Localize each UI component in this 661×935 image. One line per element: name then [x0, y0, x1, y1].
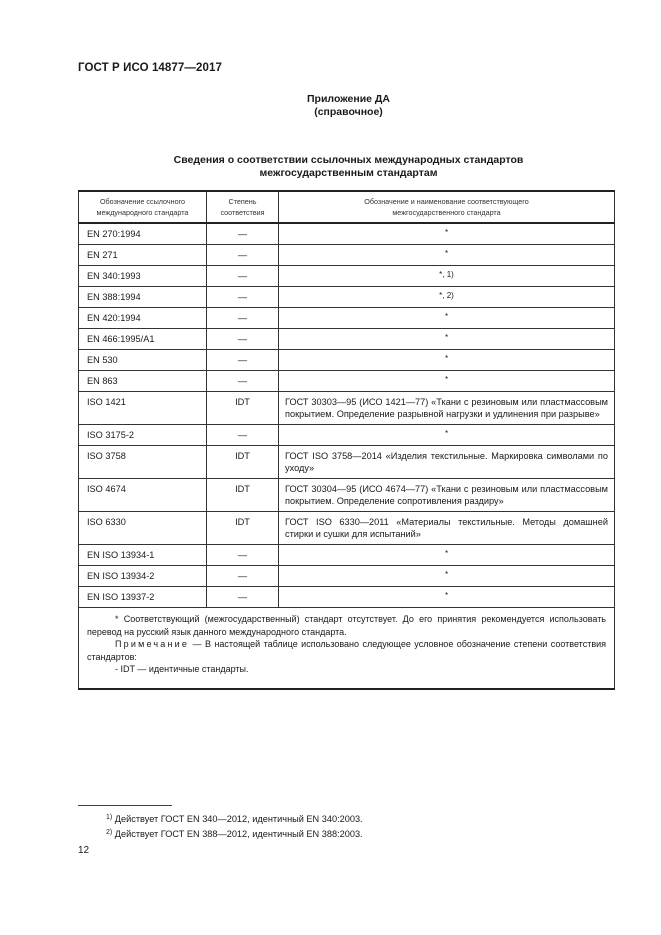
degree-cell: IDT — [207, 392, 279, 425]
standard-cell: ГОСТ 30304—95 (ИСО 4674—77) «Ткани с резиновым или пластмассовым покрытием. Определение сопротивления раздиру» — [279, 479, 615, 512]
standard-cell: * — [279, 329, 615, 350]
table-header-row — [79, 191, 615, 223]
standard-cell: * — [279, 587, 615, 608]
annex-title: Приложение ДА — [307, 93, 390, 105]
reference-cell: EN 420:1994 — [79, 308, 207, 329]
table-row — [79, 329, 615, 350]
degree-cell: IDT — [207, 446, 279, 479]
degree-cell: — — [207, 425, 279, 446]
standard-cell: ГОСТ ISO 3758—2014 «Изделия текстильные. Маркировка символами по уходу» — [279, 446, 615, 479]
degree-cell: — — [207, 566, 279, 587]
reference-cell: EN 270:1994 — [79, 223, 207, 245]
degree-cell: — — [207, 545, 279, 566]
correspondence-table — [78, 190, 615, 690]
table-row — [79, 223, 615, 245]
table-title-line-1: Сведения о соответствии ссылочных международных стандартов — [173, 154, 524, 166]
footnote-divider — [78, 805, 172, 806]
header-degree: Степень соответствия — [207, 191, 279, 223]
reference-cell: ISO 1421 — [79, 392, 207, 425]
degree-cell: — — [207, 287, 279, 308]
degree-cell: — — [207, 266, 279, 287]
degree-cell: IDT — [207, 479, 279, 512]
standard-cell: * — [279, 223, 615, 245]
document-id: ГОСТ Р ИСО 14877—2017 — [78, 62, 223, 74]
degree-cell: — — [207, 587, 279, 608]
reference-cell: EN 863 — [79, 371, 207, 392]
reference-cell: ISO 3758 — [79, 446, 207, 479]
standard-cell: * — [279, 545, 615, 566]
table-row — [79, 245, 615, 266]
table-row — [79, 512, 615, 545]
reference-cell: ISO 3175-2 — [79, 425, 207, 446]
note-item: - IDT — идентичные стандарты. — [115, 664, 249, 675]
table-row — [79, 350, 615, 371]
reference-cell: ISO 4674 — [79, 479, 207, 512]
table-row — [79, 425, 615, 446]
degree-cell: — — [207, 329, 279, 350]
degree-cell: — — [207, 350, 279, 371]
reference-cell: ISO 6330 — [79, 512, 207, 545]
note-text: — В настоящей таблице использовано следующее условное обозначение степени соответствия стандартов: — [87, 639, 606, 662]
table-row — [79, 287, 615, 308]
table-row — [79, 479, 615, 512]
degree-cell: — — [207, 245, 279, 266]
standard-cell: *, 1) — [279, 266, 615, 287]
table-row — [79, 266, 615, 287]
standard-cell: * — [279, 245, 615, 266]
table-row — [79, 392, 615, 425]
table-row — [79, 308, 615, 329]
table-note — [87, 638, 606, 663]
table-notes-row — [79, 608, 615, 689]
degree-cell: — — [207, 223, 279, 245]
reference-cell: EN 530 — [79, 350, 207, 371]
standard-cell: * — [279, 350, 615, 371]
table-title-line-2: межгосударственным стандартам — [259, 167, 438, 179]
header-reference-standard: Обозначение ссылочного международного стандарта — [79, 191, 207, 223]
reference-cell: EN ISO 13934-1 — [79, 545, 207, 566]
reference-cell: EN 271 — [79, 245, 207, 266]
reference-cell: EN 340:1993 — [79, 266, 207, 287]
annex-subtitle: (справочное) — [314, 106, 383, 118]
standard-cell: ГОСТ ISO 6330—2011 «Материалы текстильные. Методы домашней стирки и сушки для испытаний» — [279, 512, 615, 545]
degree-cell: IDT — [207, 512, 279, 545]
standard-cell: * — [279, 566, 615, 587]
reference-cell: EN ISO 13934-2 — [79, 566, 207, 587]
table-row — [79, 446, 615, 479]
note-label: Примечание — [115, 639, 190, 650]
standard-cell: * — [279, 371, 615, 392]
table-notes — [79, 608, 615, 689]
star-footnote: * Соответствующий (межгосударственный) стандарт отсутствует. До его принятия рекомендуется использовать перевод на русский язык данного международного стандарта. — [87, 614, 606, 637]
table-title — [0, 154, 661, 180]
reference-cell: EN 388:1994 — [79, 287, 207, 308]
reference-cell: EN ISO 13937-2 — [79, 587, 207, 608]
table-row — [79, 587, 615, 608]
reference-cell: EN 466:1995/A1 — [79, 329, 207, 350]
degree-cell: — — [207, 308, 279, 329]
table-row — [79, 371, 615, 392]
standard-cell: ГОСТ 30303—95 (ИСО 1421—77) «Ткани с резиновым или пластмассовым покрытием. Определение разрывной нагрузки и удлинения при разрыве» — [279, 392, 615, 425]
page-footnote-2: $^{2)}$ Действует ГОСТ EN 388—2012, идентичный EN 388:2003. — [106, 829, 363, 839]
header-interstate-standard: Обозначение и наименование соответствующего межгосударственного стандарта — [279, 191, 615, 223]
standard-cell: *, 2) — [279, 287, 615, 308]
standard-cell: * — [279, 308, 615, 329]
page-number: 12 — [78, 845, 90, 856]
page-footnote-1: $^{1)}$ Действует ГОСТ EN 340—2012, идентичный EN 340:2003. — [106, 814, 363, 824]
degree-cell: — — [207, 371, 279, 392]
standard-cell: * — [279, 425, 615, 446]
table-row — [79, 545, 615, 566]
table-row — [79, 566, 615, 587]
annex-heading — [0, 93, 661, 119]
